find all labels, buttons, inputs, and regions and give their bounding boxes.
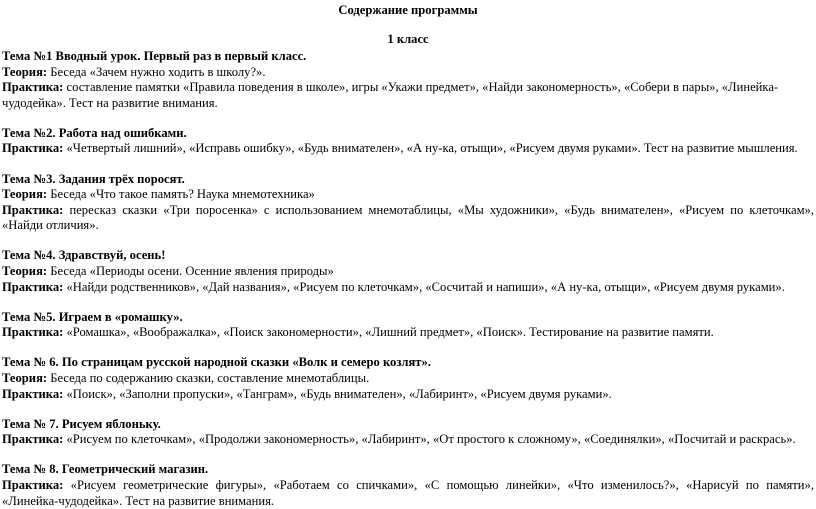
practice-line — [2, 432, 814, 448]
practice-label: Практика: — [2, 432, 64, 447]
topic-heading: Тема №4. Здравствуй, осень! — [2, 248, 166, 263]
topic-heading: Тема № 7. Рисуем яблоньку. — [2, 416, 161, 431]
practice-text: «Поиск», «Заполни пропуски», «Танграм», «Будь внимателен», «Лабиринт», «Рисуем двумя руками». — [63, 386, 612, 401]
theory-line — [2, 187, 814, 203]
topic-4 — [2, 248, 814, 295]
practice-line — [2, 141, 814, 157]
practice-text: составление памятки «Правила поведения в школе», игры «Укажи предмет», «Найди закономерность», «Собери в пары», «Линейка-чудодейка». Тест на развитие внимания. — [2, 80, 779, 110]
topic-heading: Тема №1 Вводный урок. Первый раз в первый класс. — [2, 49, 307, 63]
practice-label: Практика: — [2, 80, 64, 95]
practice-label: Практика: — [2, 141, 64, 156]
theory-line — [2, 65, 814, 81]
practice-line — [2, 325, 814, 341]
practice-label: Практика: — [2, 202, 64, 217]
document-title: Содержание программы — [338, 3, 478, 17]
theory-text: Беседа «Зачем нужно ходить в школу?». — [47, 64, 266, 79]
practice-line — [2, 387, 814, 403]
theory-text: Беседа по содержанию сказки, составление мнемотаблицы. — [47, 371, 370, 385]
topic-heading: Тема №3. Задания трёх поросят. — [2, 171, 185, 186]
practice-text: «Рисуем по клеточкам», «Продолжи закономерность», «Лабиринт», «От простого к сложному», «Соединялки», «Посчитай и раскрась». — [63, 432, 796, 447]
topic-5 — [2, 310, 814, 341]
topic-6 — [2, 355, 814, 402]
practice-line — [2, 203, 814, 234]
topic-heading: Тема №5. Играем в «ромашку». — [2, 309, 183, 324]
topic-3 — [2, 172, 814, 234]
topic-8 — [2, 462, 814, 509]
theory-label: Теория: — [2, 64, 48, 79]
practice-line — [2, 80, 814, 111]
practice-line — [2, 280, 814, 296]
practice-label: Практика: — [2, 386, 64, 401]
topic-2 — [2, 126, 814, 157]
theory-line — [2, 371, 814, 387]
topic-heading: Тема № 6. По страницам русской народной сказки «Волк и семеро козлят». — [2, 355, 431, 370]
theory-text: Беседа «Что такое память? Наука мнемотехника» — [47, 187, 315, 202]
practice-text: «Четвертый лишний», «Исправь ошибку», «Будь внимателен», «А ну-ка, отыщи», «Рисуем двумя руками». Тест на развитие мышления. — [63, 141, 798, 156]
practice-label: Практика: — [2, 325, 64, 340]
practice-label: Практика: — [2, 477, 64, 492]
practice-text: «Ромашка», «Воображалка», «Поиск закономерности», «Лишний предмет», «Поиск». Тестирование на развитие памяти. — [63, 325, 714, 340]
theory-label: Теория: — [2, 371, 48, 385]
practice-label: Практика: — [2, 279, 64, 294]
topic-7 — [2, 417, 814, 448]
theory-label: Теория: — [2, 264, 48, 279]
topic-heading: Тема №2. Работа над ошибками. — [2, 125, 187, 140]
theory-text: Беседа «Периоды осени. Осенние явления природы» — [47, 264, 334, 279]
practice-text: «Рисуем геометрические фигуры», «Работаем со спичками», «С помощью линейки», «Что изменилось?», «Нарисуй по памяти», «Линейка-чудодейка». Тест на развитие внимания. — [2, 477, 814, 508]
theory-label: Теория: — [2, 187, 48, 202]
practice-line — [2, 478, 814, 509]
theory-line — [2, 264, 814, 280]
topic-1 — [2, 49, 814, 111]
practice-text: пересказ сказки «Три поросенка» с использованием мнемотаблицы, «Мы художники», «Будь внимателен», «Рисуем по клеточкам», «Найди отличия». — [2, 202, 814, 233]
practice-text: «Найди родственников», «Дай названия», «Рисуем по клеточкам», «Сосчитай и напиши», «А ну-ка, отыщи», «Рисуем двумя руками». — [63, 279, 785, 294]
topic-heading: Тема № 8. Геометрический магазин. — [2, 462, 209, 477]
grade-heading: 1 класс — [387, 32, 429, 46]
